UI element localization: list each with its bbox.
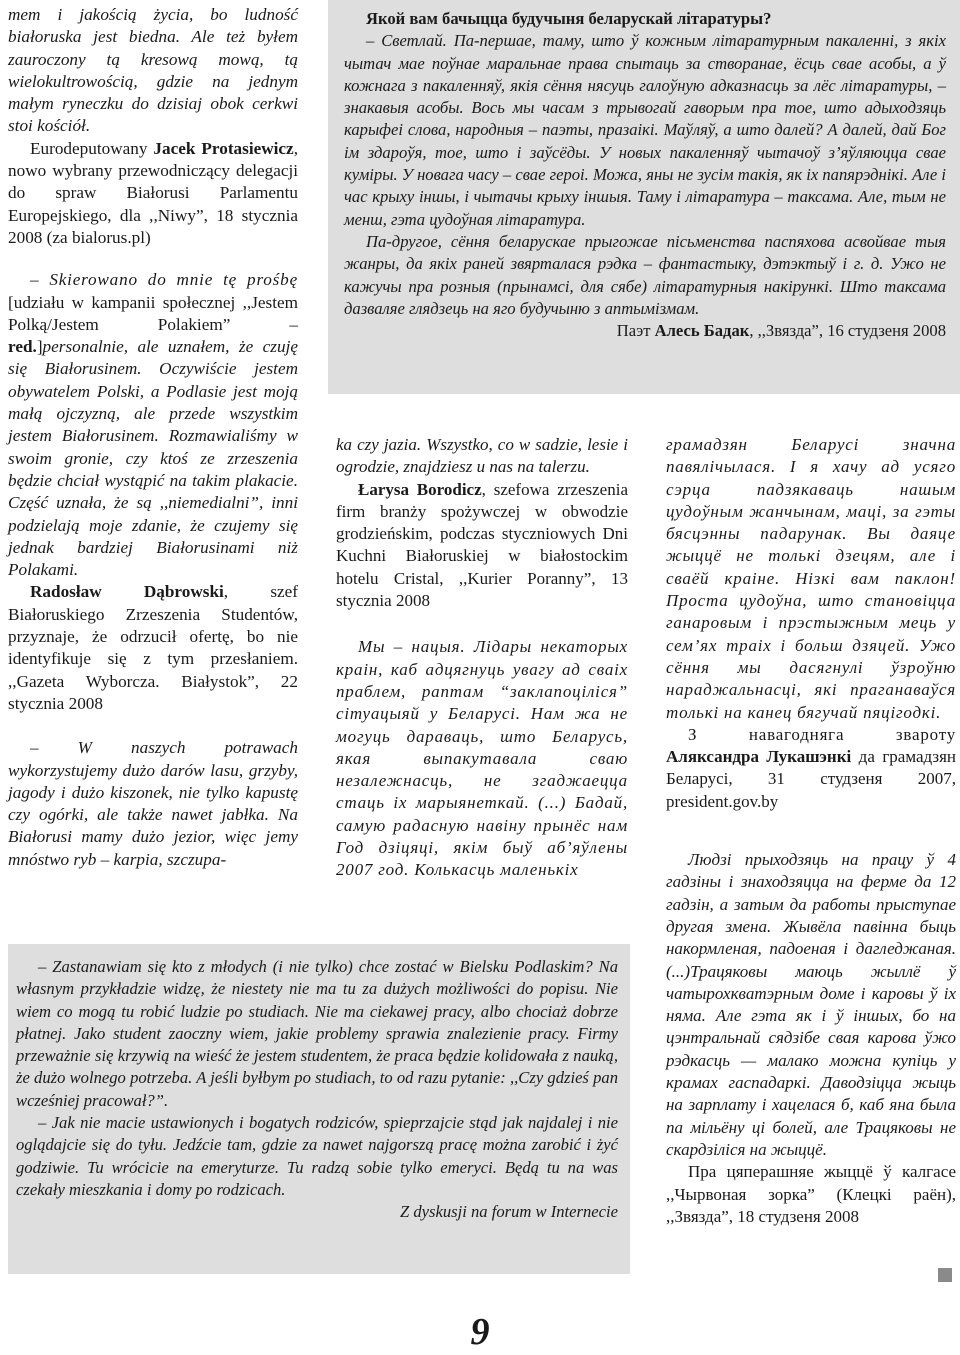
source-prefix: Eurodeputowany [30, 138, 154, 158]
quote-source [8, 138, 298, 249]
column-middle [336, 434, 628, 882]
spacer [336, 612, 628, 636]
column-left [8, 4, 298, 871]
editor-mark: red. [8, 337, 37, 357]
interview-answer: Па-другое, сёння беларускае прыгожае пісьменства паспяхова асвойвае тыя жанры, да якіх раней звярталася рэдка – фантастыку, дэтэктыў і г. д. Ужо не кажучы пра розныя (прынамсі, для сябе) літаратурныя накірункі. Што таксама дазваляе глядзець на яго будучыню з аптымізмам. [344, 231, 946, 318]
author-name: Алесь Бадак [654, 321, 750, 341]
spacer [8, 249, 298, 269]
quote-text: ka czy jazia. Wszystko, co w sadzie, lesie i ogrodzie, znajdziesz u nas na talerzu. [336, 435, 628, 477]
interview-question: Якой вам бачыцца будучыня беларускай літаратуры? [366, 9, 772, 28]
forum-post: – Jak nie macie ustawionych i bogatych rodziców, spieprzajcie stąd jak najdalej i nie oglądajcie się do tyłu. Jedźcie tam, gdzie za nawet najgorszą pracę można zarobić i żyć godziwie. Tu wrócicie na emeryturze. Tu radzą sobie tylko emeryci. Będą tu na was czekały mieszkania i domy po rodzicach. [16, 1113, 618, 1199]
author-name: Аляксандра Лукашэнкі [666, 747, 852, 767]
source-text: , szef Białoruskiego Zrzeszenia Studentów, przyznaje, że odrzucił ofertę, bo nie identyfikuje się z tym przesłaniem. ,,Gazeta Wyborcza. Białystok”, 22 stycznia 2008 [8, 582, 299, 713]
quote-text: mem i jakością życia, bo ludność białoruska jest biedna. Ale też byłem zauroczony tą kresową mową, tą wielokultrowością, gdzie na jednym małym ryneczku do dzisiaj obok cerkwi stoi kościół. [8, 5, 298, 136]
author-name: Jacek Protasiewicz [153, 138, 294, 158]
quote-source [666, 724, 956, 813]
spacer [666, 813, 956, 849]
quote-text: Мы – нацыя. Лідары некаторых краін, каб адцягнуць увагу ад сваіх праблем, раптам “заклапоціліся” сітуацыяй у Беларусі. Нам жа не могуць дараваць, што Беларусь, якая выпакутавала сваю незалежнасць, не згаджаецца стаць іх марыянеткай. (...) Бадай, самую радасную навіну прынёс нам Год дзіцяці, якім быў аб’яўлены 2007 год. Колькасць маленькіх [336, 637, 628, 880]
interview-answer: – Светлай. Па-першае, таму, што ў кожным літаратурным пакаленні, з якіх чытач мае поўнае маральнае права спытаць за створанае, ёсць свае асобы, а ў кожнага з пакаленняў, якія сёння нясуць галоўную адказнасць за лёс літаратуры, – знакавыя асобы. Вось мы часам з трывогай гаворым пра тое, што адыходзяць карыфеі слова, народныя – паэты, празаікі. Маўляў, а што далей? А далей, дай Бог ім здароўя, тое, што і заўсёды. У новых пакаленняў чытачоў з’яўляюцца свае куміры. У новага часу – свае героі. Можа, яны не зусім такія, як іх папярэднікі. Але і час крыху іншы, і чытачы крыху іншыя. Таму і літаратура – таксама. Але, тым не менш, гэта цудоўная літаратура. [344, 31, 946, 229]
shaded-box-bottom-content [16, 956, 618, 1224]
quote-fragment: personalnie, ale uznałem, że czuję się Białorusinem. Oczywiście jestem obywatelem Polski, a Podlasie jest moją małą ojczyzną, ale przede wszystkim jestem Białorusinem. Rozmawialiśmy w swoim gronie, czy ktoś ze zrzeszenia będzie chciał wystąpić na takim plakacie. Część uznała, że są ,,niemedialni”, inni podzielają moje zdanie, że czujemy się jednak bardziej Białorusinami niż Polakami. [8, 337, 298, 580]
end-of-article-square-icon [938, 1268, 952, 1282]
quote-source [8, 581, 298, 715]
quote-source: Z dyskusji na forum w Internecie [400, 1202, 618, 1222]
author-name: Łarysa Borodicz [358, 479, 482, 499]
source-text: , ,,Звязда”, 16 студзеня 2008 [749, 321, 946, 341]
quote-text: грамадзян Беларусі значна павялічылася. І я хачу ад усяго сэрца падзякаваць нашым цудоўным жанчынам, маці, за гэты бясцэнны падарунак. Вы даяце жыццё не толькі дзецям, але і сваёй краіне. Нізкі вам паклон! Проста цудоўна, што становіцца ганаровым і прэстыжным мець у сем’ях траіх і больш дзяцей. Ужо сёння мы дасягнулі ўзроўню нараджальнасці, які праганаваўся толькі на канец бягучай пяцігодкі. [666, 435, 956, 722]
quote-insert-close: ] [36, 337, 43, 357]
quote-text: Людзі прыходзяць на працу ў 4 гадзіны і знаходзяцца на ферме да 12 гадзін, а затым да работы прыступае другая змена. Жывёла павінна быць накормленая, падоеная і дагледжаная. (...)Трацяковы маюць жыллё ў чатырохкватэрным доме і каровы ў іх няма. Але гэта як і ў іншых, бо на цэнтральнай сядзібе свая карова ўжо рэдкасць — малако можна купіць у крамах гаспадаркі. Даводзіцца жыць на зарплату і хацелася б, каб яна была па мільёну ці болей, але Трацяковы не скардзіліся на жыццё. [666, 850, 956, 1159]
page-number: 9 [470, 1311, 490, 1353]
quote-source [344, 320, 946, 342]
column-right [666, 434, 956, 1228]
author-name: Radosław Dąbrowski [30, 582, 224, 602]
quote-source [336, 479, 628, 613]
source-prefix: З навагодняга звароту [688, 724, 956, 744]
quote-insert: [udziału w kampanii społecznej ,,Jestem Polką/Jestem Polakiem” – [8, 292, 298, 334]
source-text: да грамадзян Беларусі, 31 студзеня 2007, president.gov.by [666, 747, 957, 811]
forum-post: – Zastanawiam się kto z młodych (i nie tylko) chce zostać w Bielsku Podlaskim? Na własnym przykładzie widzę, że niestety nie ma tu za dużych możliwości do popisu. Nie wiem co mogą tu robić ludzie po studiach. Nie ma ciekawej pracy, albo chociaż dobrze płatnej. Jako student zaoczny wiem, jakie problemy sprawia znalezienie pracy. Firmy przeważnie się krzywią na wieść że jestem studentem, że praca będzie kolidowała z nauką, że dużo wolnego potrzeba. A jeśli byłbym po studiach, to od razu pytanie: ,,Czy gdzieś pan wcześniej pracował?”. [16, 957, 618, 1110]
source-text: , nowo wybrany przewodniczący delegacji do spraw Białorusi Parlamentu Europejskiego, dla ,,Niwy”, 18 stycznia 2008 (za bialorus.pl) [8, 138, 298, 247]
quote-source: Пра цяперашняе жыццё ў калгасе ,,Чырвоная зорка” (Клецкі раён), ,,Звязда”, 18 студзеня 2008 [666, 1162, 956, 1226]
shaded-box-top-content [344, 8, 946, 342]
quote-text: – W naszych potrawach wykorzystujemy dużo darów lasu, grzyby, jagody i dużo kiszonek, nie tylko kapustę czy ogórki, ale także nawet jabłka. Na Białorusi mamy dużo jezior, więc jemy mnóstwo ryb – karpia, szczupa- [8, 738, 298, 869]
quote-fragment: – Skierowano do mnie tę prośbę [30, 270, 298, 290]
source-text: , szefowa zrzeszenia firm branży spożywczej w obwodzie grodzieńskim, podczas styczniowych Dni Kuchni Białoruskiej w białostockim hotelu Cristal, ,,Kurier Poranny”, 13 stycznia 2008 [336, 479, 628, 611]
source-prefix: Паэт [616, 321, 655, 341]
spacer [8, 715, 298, 737]
quote-text [8, 269, 298, 581]
